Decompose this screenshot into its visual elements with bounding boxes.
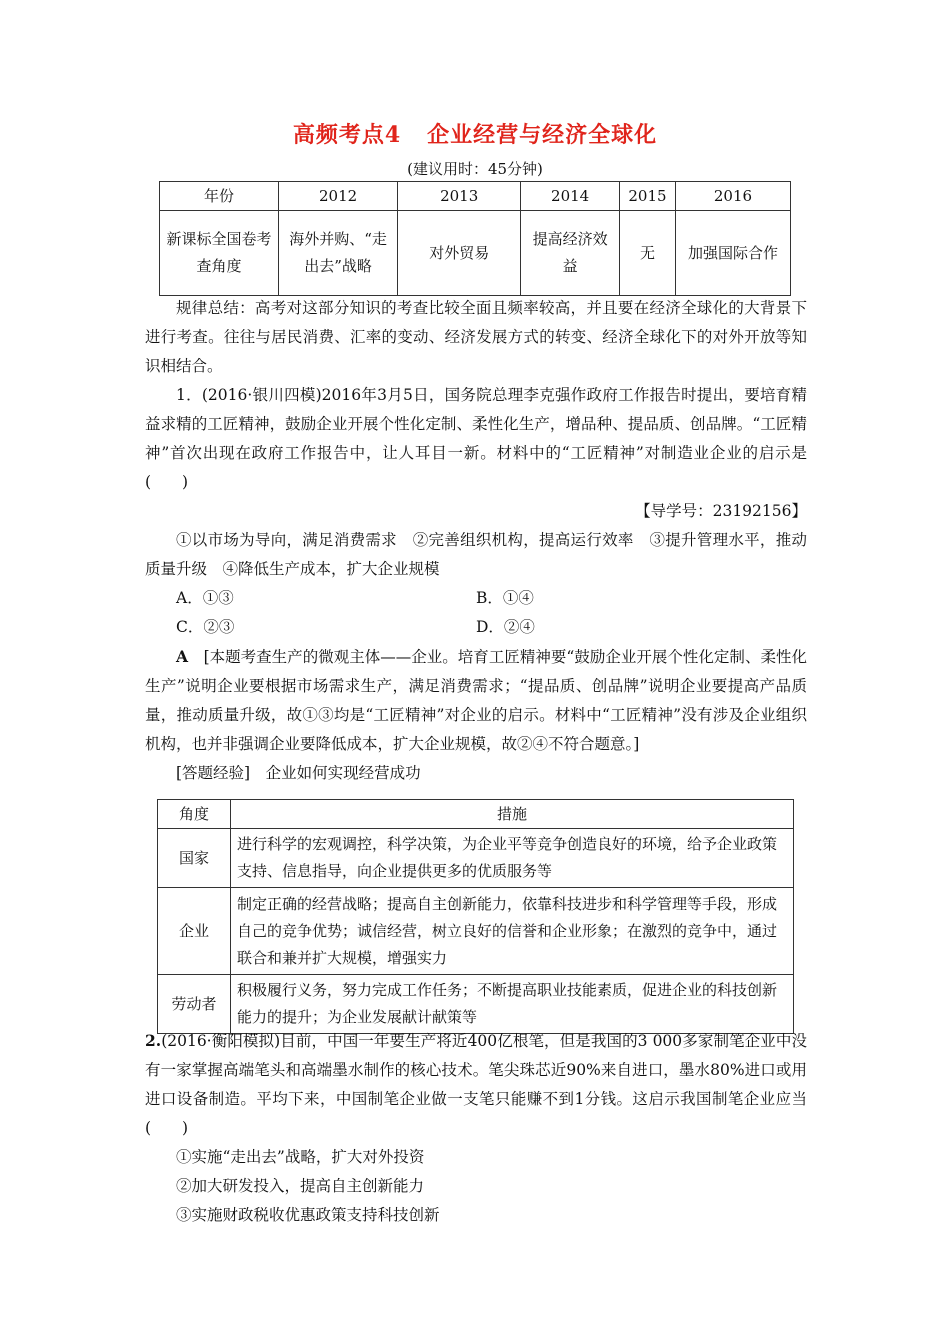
option-c: C．②③ (176, 618, 235, 636)
header-cell: 2012 (279, 182, 398, 211)
table-row (158, 888, 794, 975)
question-2-item: ②加大研发投入，提高自主创新能力 (176, 1177, 425, 1195)
header-cell: 2013 (398, 182, 521, 211)
angle-cell: 劳动者 (158, 975, 231, 1034)
title-part2: 企业经营与经济全球化 (427, 122, 658, 148)
row-label: 新课标全国卷考查角度 (160, 211, 279, 296)
header-cell: 2016 (675, 182, 790, 211)
measure-cell: 积极履行义务，努力完成工作任务；不断提高职业技能素质，促进企业的科技创新能力的提升；为企业发展献计献策等 (231, 975, 794, 1034)
answer-experience: [答题经验] 企业如何实现经营成功 (176, 764, 421, 782)
question-2-stem (145, 1026, 807, 1143)
table-cell: 海外并购、“走出去”战略 (279, 211, 398, 296)
section-body-2 (145, 1026, 807, 1230)
measure-cell: 制定正确的经营战略；提高自主创新能力，依靠科技进步和科学管理等手段，形成自己的竞争优势；诚信经营，树立良好的信誉和企业形象；在激烈的竞争中，通过联合和兼并扩大规模，增强实力 (231, 888, 794, 975)
table-cell: 提高经济效益 (521, 211, 620, 296)
header-cell: 2015 (619, 182, 675, 211)
rule-summary: 规律总结：高考对这部分知识的考查比较全面且频率较高，并且要在经济全球化的大背景下进行考查。往往与居民消费、汇率的变动、经济发展方式的转变、经济全球化下的对外开放等知识相结合。 (145, 299, 807, 375)
table-cell: 无 (619, 211, 675, 296)
table-cell: 加强国际合作 (675, 211, 790, 296)
question-2-item: ③实施财政税收优惠政策支持科技创新 (176, 1206, 440, 1224)
answer-explanation (145, 642, 807, 759)
table-row (160, 211, 791, 296)
answer-letter: A (176, 647, 189, 666)
suggested-time: (建议用时：45分钟) (407, 160, 543, 178)
option-b: B．①④ (476, 589, 534, 607)
angle-cell: 国家 (158, 829, 231, 888)
guide-number: 【导学号：23192156】 (635, 502, 807, 520)
question-1-items: ①以市场为导向，满足消费需求 ②完善组织机构，提高运行效率 ③提升管理水平，推动质量升级 ④降低生产成本，扩大企业规模 (145, 531, 807, 578)
question-1-stem: 1．(2016·银川四模)2016年3月5日，国务院总理李克强作政府工作报告时提出，要培育精益求精的工匠精神，鼓励企业开展个性化定制、柔性化生产，增品种、提品质、创品牌。“工匠精神”首次出现在政府工作报告中，让人耳目一新。材料中的“工匠精神”对制造业企业的启示是( ) (145, 386, 807, 491)
table-row (158, 829, 794, 888)
option-a: A．①③ (176, 589, 234, 607)
question-2-item: ①实施“走出去”战略，扩大对外投资 (176, 1148, 425, 1166)
page-title (0, 118, 950, 149)
header-cell: 措施 (231, 800, 794, 829)
measures-table (157, 799, 794, 1034)
table-header-row (160, 182, 791, 211)
table-header-row (158, 800, 794, 829)
section-body-1 (145, 294, 807, 788)
options-row-2 (145, 613, 807, 642)
measure-cell: 进行科学的宏观调控，科学决策，为企业平等竞争创造良好的环境，给予企业政策支持、信息指导，向企业提供更多的优质服务等 (231, 829, 794, 888)
table-row (158, 975, 794, 1034)
exam-angle-table (159, 181, 791, 296)
answer-text: [本题考查生产的微观主体——企业。培育工匠精神要“鼓励企业开展个性化定制、柔性化生产”说明企业要根据市场需求生产，满足消费需求；“提品质、创品牌”说明企业要提高产品质量，推动质量升级，故①③均是“工匠精神”对企业的启示。材料中“工匠精神”没有涉及企业组织机构，也并非强调企业要降低成本，扩大企业规模，故②④不符合题意。] (145, 648, 807, 753)
header-cell: 角度 (158, 800, 231, 829)
angle-cell: 企业 (158, 888, 231, 975)
question-2-number: 2. (145, 1031, 162, 1050)
header-cell: 年份 (160, 182, 279, 211)
question-2-text: (2016·衡阳模拟)目前，中国一年要生产将近400亿根笔，但是我国的3 000多家制笔企业中没有一家掌握高端笔头和高端墨水制作的核心技术。笔尖珠芯近90%来自进口，墨水80%进口或用进口设备制造。平均下来，中国制笔企业做一支笔只能赚不到1分钱。这启示我国制笔企业应当( ) (145, 1032, 807, 1137)
option-d: D．②④ (476, 618, 535, 636)
title-part1: 高频考点4 (292, 122, 402, 148)
options-row-1 (145, 584, 807, 613)
header-cell: 2014 (521, 182, 620, 211)
table-cell: 对外贸易 (398, 211, 521, 296)
